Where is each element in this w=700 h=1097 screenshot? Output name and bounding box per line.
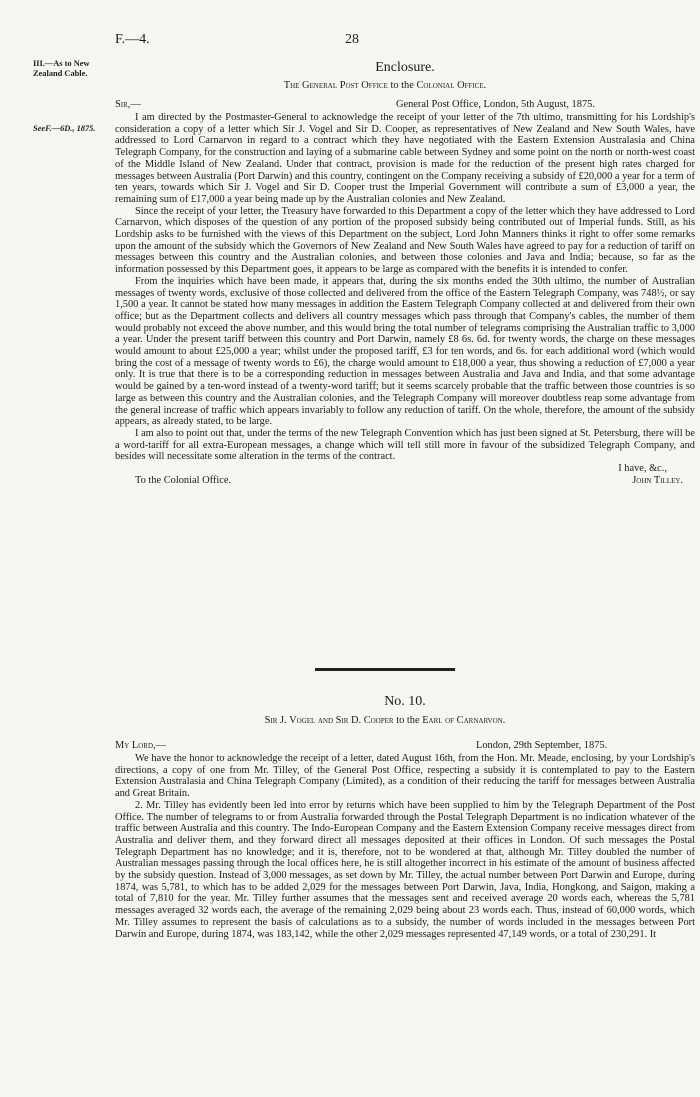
paragraph: I am also to point out that, under the terms of the new Telegraph Convention which has just been signed at St. Petersburg, there will be a word-tariff for all extra-European messages, a change which will tell still more in favour of the subsidized Telegraph Company, and besides will necessitate some alteration in the terms of the contract. [115,427,695,463]
to-word: to the [396,715,420,726]
no10-from-to [95,715,675,726]
margin-note-line: III.—As to New [33,59,90,68]
no10-heading: No. 10. [384,694,426,709]
enclosure-salutation: Sir,— [115,99,141,110]
document-reference: F.—4. [115,32,150,47]
enclosure-body [115,112,695,486]
paragraph: 2. Mr. Tilley has evidently been led into error by returns which have been supplied to him by the Telegraph Department of the Post Office. The number of telegrams to or from Australia forwarded through the Postal Telegraph Department is no indication whatever of the traffic between Australia and this country. The Indo-European Company and the Eastern Extension Company receive messages direct from Australia and deliver them, and they forward direct all messages deposited at their offices in London. Of such messages the Postal Telegraph Department has no knowledge; and it is, therefore, not to be wondered at that, although Mr. Tilley doubled the number of Australian messages passing through the local offices here, he is still altogether incorrect in his estimate of the amount of business affected by the subsidy question. Instead of 3,000 messages, as set down by Mr. Tilley, the actual number between Port Darwin and Europe, during 1874, was 5,781, to which has to be added 2,029 for the messages between Port Darwin, Java, India, Hongkong, and Saigon, making a total of 7,810 for the year. Mr. Tilley further assumes that the messages sent and received average 20 words each, whereas the 5,781 messages averaged 32 words each, the average of the remaining 2,029 being about 23 words each. Thus, instead of 60,000 words, which Mr. Tilley assumes to represent the basis of calculations as to a subsidy, the number of words included in the messages between Port Darwin and Europe, during 1874, was 183,142, while the other 2,029 messages represented 47,149 words, or a total of 230,291. It [115,799,695,940]
from-party: Sir J. Vogel and Sir D. Cooper [264,715,394,726]
page-number: 28 [345,32,359,47]
to-party: Earl of Carnarvon. [422,715,506,726]
from-party: The General Post Office [283,80,388,91]
signature-row [115,475,695,487]
no10-body [115,753,695,940]
no10-place-date: London, 29th September, 1875. [476,740,608,751]
paragraph: We have the honor to acknowledge the receipt of a letter, dated August 16th, from the Hon. Mr. Meade, enclosing, by your Lordship's directions, a copy of one from Mr. Tilley, of the General Post Office, respecting a subsidy it is contemplated to pay to the Eastern Extension Australasia and China Telegraph Company (Limited), as a condition of their reducing the tariff for messages between Australia and Great Britain. [115,753,695,800]
to-party: Colonial Office. [416,80,487,91]
margin-note-cable [33,59,90,78]
enclosure-place-date: General Post Office, London, 5th August, 1875. [396,99,595,110]
paragraph: Since the receipt of your letter, the Treasury have forwarded to this Department a copy of the letter which they have addressed to Lord Carnarvon, which disposes of the question of any portion of the proposed subsidy being contributed out of Imperial funds. Still, as his Lordship asks to be furnished with the views of this Department on the subject, Lord John Manners thinks it right to offer some remarks upon the amount of the subsidy which the Governors of New Zealand and New South Wales have agreed to pay for a reduction of tariff on messages between this country and the Australian colonies, and between those colonies and Java and India; because, so far as the information possessed by this Department goes, it appears to be large as compared with the benefits it is intended to confer. [115,205,695,276]
closing: I have, &c., [618,463,667,475]
no10-salutation: My Lord,— [115,740,167,751]
signature: John Tilley. [632,474,683,486]
closing-row [115,463,695,475]
to-word: to the [390,80,414,91]
enclosure-from-to [95,80,675,91]
margin-note-line: Zealand Cable. [33,68,88,78]
enclosure-heading: Enclosure. [375,60,435,75]
paragraph: From the inquiries which have been made, it appears that, during the six months ended the 30th ultimo, the number of Australian messages of twenty words, exclusive of those collected and delivered from the office of the Eastern Telegraph Company, was 748½, or say 1,500 a year. It cannot be stated how many messages in addition the Eastern Telegraph Company collected at and delivered from their own office; but as the Department collects and delivers all country messages which pass through that Company's cables, the number of them would probably not exceed the above number, and this would bring the total number of telegrams comprising the Australian traffic to 3,000 a year. Under the present tariff between this country and Port Darwin, namely £8 6s. 6d. for twenty words, the charge on these messages would amount to about £25,000 a year; whilst under the proposed tariff, £3 for ten words, and 6s. for each additional word (which would bring the cost of a message of twenty words to £6), the charge would amount to £18,000 a year, thus showing a reduction of £7,000 a year only. It is true that there is to be a corresponding reduction in messages between Australia and Java and India, and that some advantage would be gained by a ten-word instead of a twenty-word tariff; but it seems scarcely probable that the traffic between those countries is so large as between this country and the Australian colonies, and the Telegraph Company will moreover doubtless reap some advantage from the general increase of traffic which appears invariably to follow any reduction of tariff. On the whole, therefore, the amount of the subsidy appears, as already stated, to be large. [115,275,695,428]
section-divider [315,668,455,671]
margin-note-see: SeeF.—6D., 1875. [33,124,96,133]
addressee: To the Colonial Office. [135,474,232,486]
paragraph: I am directed by the Postmaster-General to acknowledge the receipt of your letter of the 7th ultimo, transmitting for his Lordship's consideration a copy of a letter which Sir J. Vogel and Sir D. Cooper, as representatives of New Zealand and New South Wales, have addressed to Lord Carnarvon in regard to a contract which they have negotiated with the Eastern Extension Australasia and China Telegraph Company, for the construction and laying of a submarine cable between Sydney and some point on the north or north-west coast of the Middle Island of New Zealand. Under that contract, provision is made for the reduction of the present high rates charged for messages between Australia (Port Darwin) and this country, contingent on the Company receiving a subsidy of £20,000 a year for a term of ten years, towards which Sir J. Vogel and Sir D. Cooper trust the Imperial Government will contribute a sum of £3,000 a year, the remaining sum of £17,000 a year being made up by the Australian colonies and New Zealand. [115,112,695,205]
